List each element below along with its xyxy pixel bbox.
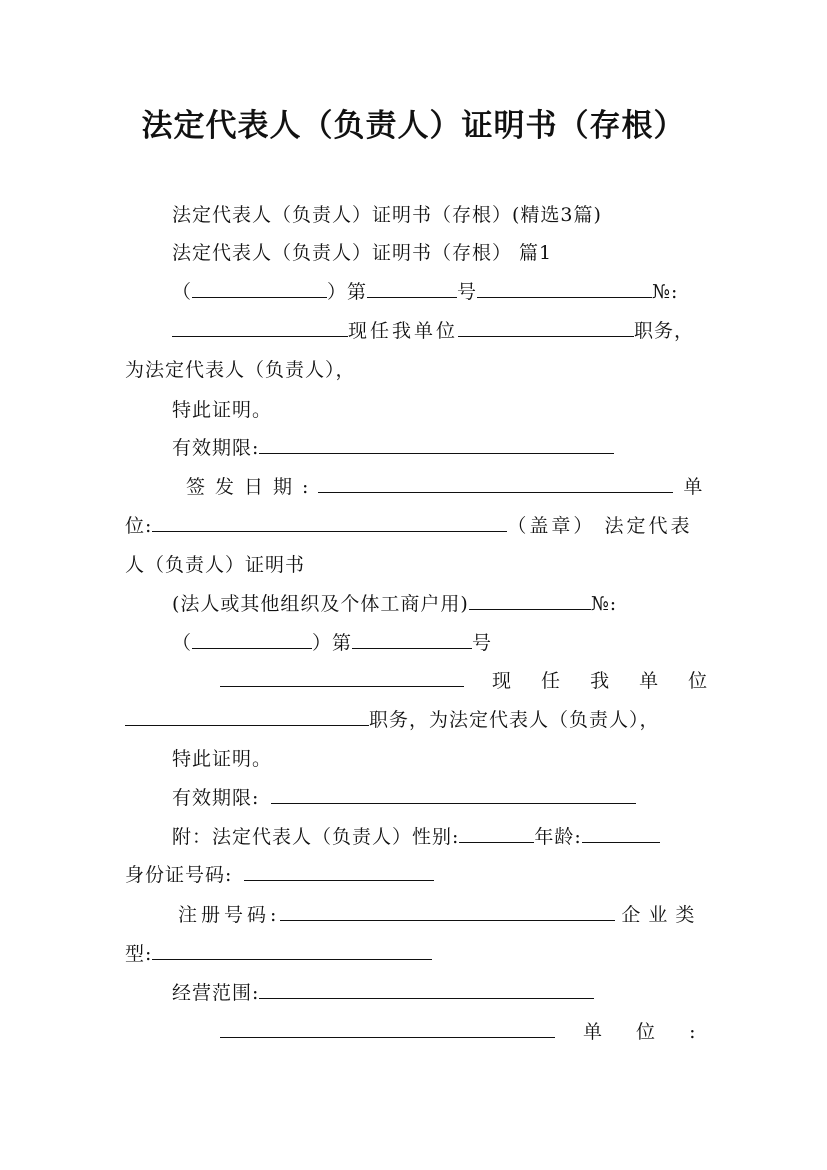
blank-field [318, 474, 673, 493]
blank-field [259, 980, 594, 999]
blank-field [220, 668, 464, 687]
paren-open: （ [172, 632, 193, 654]
issue-date-line [186, 472, 703, 499]
unit-line [125, 511, 692, 538]
company-type-label-part: 型: [125, 943, 153, 965]
blank-field [125, 707, 369, 726]
unit-label-part: 单 [683, 476, 704, 498]
certify-line: 特此证明。 [172, 399, 273, 421]
blank-field [172, 318, 348, 337]
company-type-line [125, 939, 432, 966]
validity-line [172, 433, 614, 460]
blank-field [367, 279, 457, 298]
unit-line-2 [220, 1017, 696, 1044]
usage-line [172, 589, 617, 616]
unit-label: 单 位 : [583, 1021, 697, 1043]
position-line-2 [220, 666, 708, 693]
blank-field [582, 824, 660, 843]
certify-line-2: 特此证明。 [172, 748, 273, 770]
id-number-label: 身份证号码: [125, 864, 233, 886]
company-type-label: 企业类 [621, 904, 703, 926]
numero-label: №: [652, 281, 679, 303]
section-heading: 法定代表人（负责人）证明书（存根） 篇1 [172, 242, 553, 264]
blank-field [220, 1019, 555, 1038]
business-scope-label: 经营范围: [172, 982, 260, 1004]
representative-line: 为法定代表人（负责人）， [125, 359, 356, 381]
unit-label-part: 位: [125, 515, 153, 537]
blank-field [469, 591, 591, 610]
gender-label: 附：法定代表人（负责人）性别: [172, 826, 460, 848]
blank-field [459, 824, 534, 843]
duty-text: 职务，为法定代表人（负责人）， [369, 709, 660, 731]
blank-field [152, 941, 432, 960]
registration-line [178, 900, 702, 927]
business-scope-line [172, 978, 594, 1005]
hao-label: 号 [472, 632, 493, 654]
current-position-text: 现任我单位 [348, 320, 459, 342]
validity-line-2 [172, 783, 636, 810]
blank-field [192, 279, 327, 298]
blank-field [458, 318, 634, 337]
blank-field [192, 630, 312, 649]
di-label: ）第 [312, 632, 353, 654]
hao-label: 号 [457, 281, 478, 303]
validity-label: 有效期限: [172, 787, 260, 809]
blank-field [152, 513, 507, 532]
registration-label: 注册号码: [178, 904, 281, 926]
attachment-line [172, 822, 660, 849]
position-line [172, 316, 694, 343]
blank-field [477, 279, 652, 298]
validity-label: 有效期限: [172, 437, 260, 459]
doc-subtitle: 法定代表人（负责人）证明书（存根）(精选3篇) [172, 204, 602, 226]
issue-date-label: 签发日期: [186, 476, 319, 498]
number-line [172, 277, 678, 304]
page-title: 法定代表人（负责人）证明书（存根） [141, 108, 686, 144]
usage-text: (法人或其他组织及个体工商户用) [172, 593, 469, 615]
numero-label: №: [590, 593, 618, 615]
duty-line-2 [125, 705, 660, 732]
seal-text: （盖章） 法定代表 [507, 515, 693, 537]
blank-field [244, 862, 434, 881]
blank-field [280, 902, 615, 921]
blank-field [259, 435, 614, 454]
age-label: 年龄: [534, 826, 582, 848]
blank-field [352, 630, 472, 649]
di-label: ）第 [327, 281, 368, 303]
blank-field [271, 785, 636, 804]
duty-text: 职务， [634, 320, 695, 342]
id-number-line [125, 860, 434, 887]
number-line-2 [172, 628, 492, 655]
paren-open: （ [172, 281, 193, 303]
certificate-heading: 人（负责人）证明书 [125, 554, 306, 576]
current-position-text: 现 任 我 单 位 [492, 670, 709, 692]
